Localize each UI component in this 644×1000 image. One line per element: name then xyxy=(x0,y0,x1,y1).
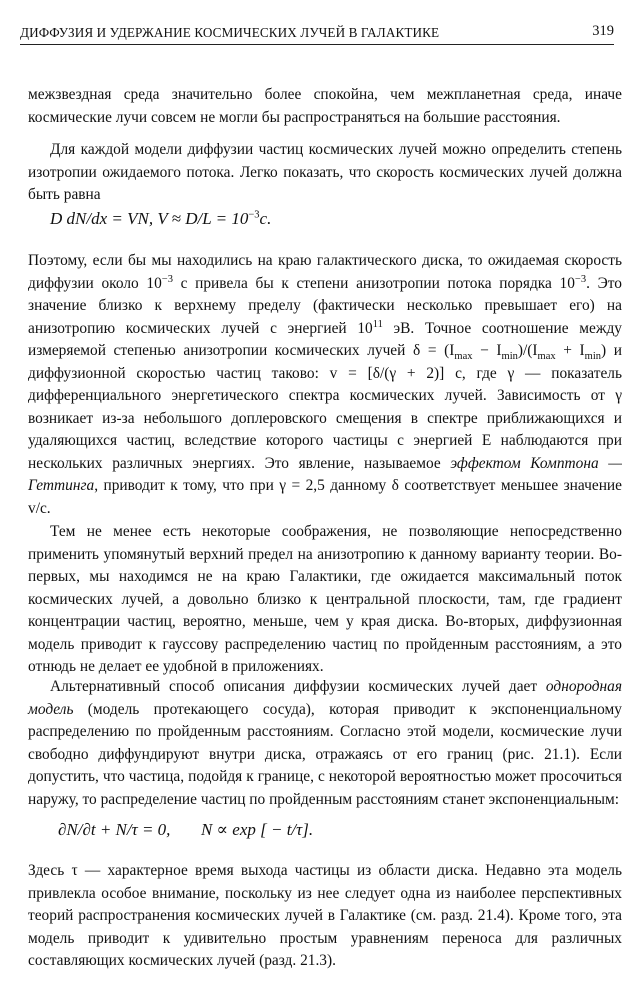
paragraph-2-text: Для каждой модели диффузии частиц космических лучей можно определить степень изотропии ожидаемого потока. Легко показать, что скорость космических лучей должна быть равна xyxy=(28,141,622,203)
paragraph-4-text: Тем не менее есть некоторые соображения, не позволяющие непосредственно применить упомянутый верхний предел на анизотропию к данному варианту теории. Во-первых, мы находимся не на краю Галактики, где ожидается максимальный поток космических лучей, а довольно близко к центральной плоскости, там, где градиент концентрации частиц, вероятно, меньше, чем у края диска. Во-вторых, диффузионная модель приводит к гауссову распределению частиц по пройденным расстояниям, а это отнюдь не делает ее удобной в приложениях. xyxy=(28,523,622,675)
p5-part: Альтернативный способ описания диффузии космических лучей дает xyxy=(50,678,546,695)
p3-part: Поэтому, если бы мы находились на краю галактического диска, то ожидаемая скорость диффузии около 10 xyxy=(28,252,622,292)
running-head xyxy=(20,22,614,44)
p3-part: c привела бы к степени анизотропии потока порядка 10 xyxy=(172,274,575,292)
paragraph-1 xyxy=(28,84,622,129)
p3-part: . Это значение близко к верхнему пределу (фактически несколько превышает его) на анизотропию космических лучей с энергией 10 xyxy=(28,274,622,337)
p3-sup: −3 xyxy=(161,273,173,285)
paragraph-1-text: межзвездная среда значительно более спокойна, чем межпланетная среда, иначе космические лучи совсем не могли бы распространяться на большие расстояния. xyxy=(28,86,622,126)
p3-italic-term: эффектом Комптона — Геттинга xyxy=(28,454,622,494)
p3-sub: min xyxy=(584,351,601,363)
running-title: ДИФФУЗИЯ И УДЕРЖАНИЕ КОСМИЧЕСКИХ ЛУЧЕЙ В ГАЛАКТИКЕ xyxy=(20,25,440,40)
p5-italic-term: однородная модель xyxy=(28,678,622,718)
page-number: 319 xyxy=(592,23,614,39)
formula-2-left: ∂N/∂t + N/τ = 0, xyxy=(58,820,171,839)
p3-sup: −3 xyxy=(574,273,587,285)
p3-part: − I xyxy=(472,342,502,359)
paragraph-2 xyxy=(28,139,622,207)
formula-diffusion-velocity xyxy=(50,209,271,229)
paragraph-5-text xyxy=(28,676,622,811)
formula-1-tail: c. xyxy=(259,209,272,228)
p3-sub: min xyxy=(501,351,518,363)
p3-part: ) и диффузионной скоростью частиц таково: v = [δ/(γ + 2)] c, где γ — показатель дифференциального энергетического спектра космических лучей. Зависимость от γ возникает из-за небольшого доплеровского смещения в спектре приближающихся и удаляющихся частиц, вследствие которого частицы с энергией E наблюдаются при нескольких различных энергиях. Это явление, называемое xyxy=(28,342,622,472)
p3-sup: 11 xyxy=(372,318,383,330)
paragraph-3 xyxy=(28,250,622,520)
formula-2-right: N ∝ exp [ − t/τ]. xyxy=(200,820,314,839)
paragraph-3-text xyxy=(28,250,622,520)
p3-part: эВ. Точное соотношение между измеряемой степенью анизотропии космических лучей δ = (I xyxy=(28,319,623,359)
p3-part: )/(I xyxy=(517,342,538,359)
p3-sub: max xyxy=(454,351,473,363)
paragraph-4 xyxy=(28,521,622,679)
p3-part: , приводит к тому, что при γ = 2,5 данному δ соответствует меньшее значение v/c. xyxy=(28,477,622,517)
p3-part: + I xyxy=(555,342,585,359)
p5-part: (модель протекающего сосуда), которая приводит к экспоненциальному распределению по пройденным расстояниям. Согласно этой модели, космические лучи свободно диффундируют внутри диска, отражаясь от его границ (рис. 21.1). Если допустить, что частица, подойдя к границе, с некоторой вероятностью может просочиться наружу, то распределение частиц по пройденным расстояниям станет экспоненциальным: xyxy=(28,700,622,808)
formula-1-exponent: −3 xyxy=(248,209,260,221)
paragraph-6 xyxy=(28,860,622,973)
paragraph-6-text: Здесь τ — характерное время выхода частицы из области диска. Недавно эта модель привлекла особое внимание, поскольку из нее следует одна из наиболее перспективных теорий распространения космических лучей в Галактике (см. разд. 21.4). Кроме того, эта модель приводит к удивительно простым уравнениям переноса для различных составляющих космических лучей (разд. 21.3). xyxy=(28,862,622,969)
formula-escape-equation xyxy=(58,820,313,840)
p3-sub: max xyxy=(537,351,556,363)
header-rule xyxy=(20,44,614,45)
formula-1-main: D dN/dx = VN, V ≈ D/L = 10 xyxy=(50,209,249,228)
paragraph-5 xyxy=(28,676,622,811)
